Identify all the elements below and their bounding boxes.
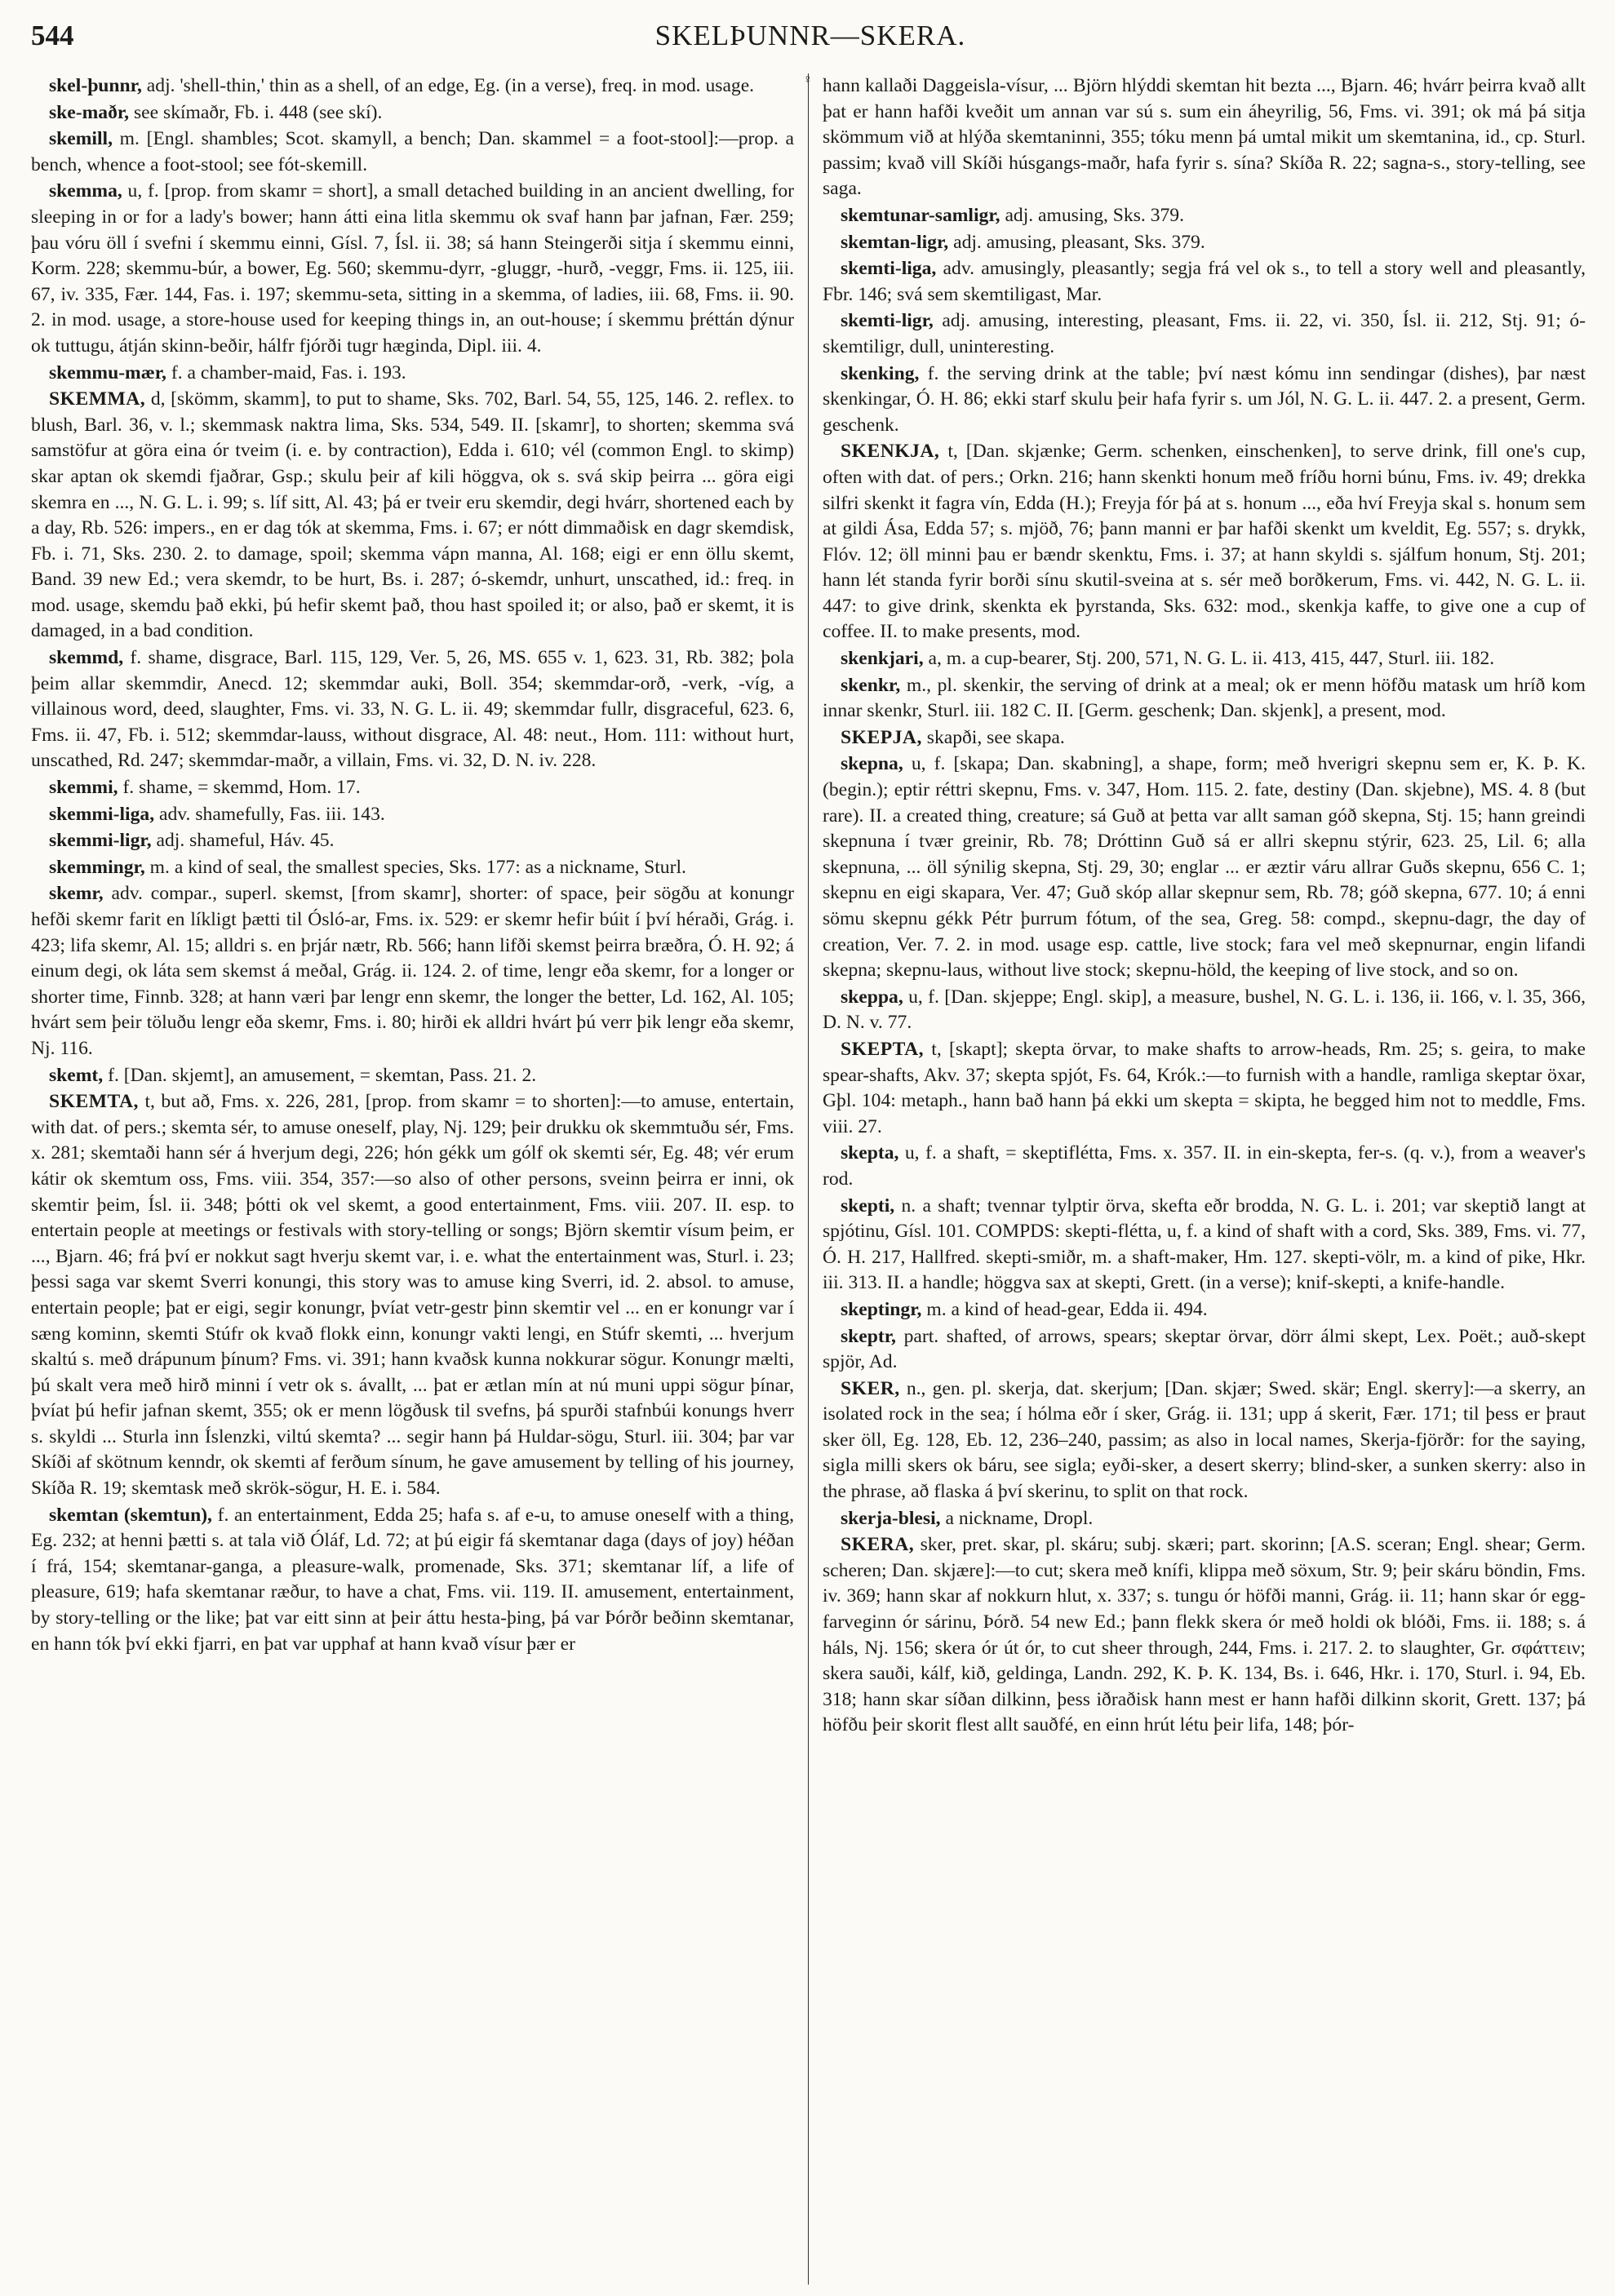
entry-definition: a nickname, Dropl. <box>945 1507 1094 1529</box>
dictionary-entry <box>823 725 1586 751</box>
entry-headword: skepna, <box>841 753 903 775</box>
entry-headword: skeptr, <box>841 1325 896 1347</box>
running-head: SKELÞUNNR—SKERA. <box>654 20 966 51</box>
dictionary-entry <box>823 751 1586 983</box>
entry-definition: adj. amusing, pleasant, Sks. 379. <box>953 231 1205 253</box>
entry-headword: SKENKJA, <box>841 441 940 463</box>
entry-headword: SKEMTA, <box>49 1091 139 1113</box>
entry-headword: skel-þunnr, <box>49 75 142 96</box>
dictionary-entry <box>823 646 1586 672</box>
entry-headword: skenkr, <box>841 674 901 696</box>
entry-headword: ske-maðr, <box>49 101 130 123</box>
dictionary-page <box>31 16 1590 2285</box>
entry-definition: f. an entertainment, Edda 25; hafa s. af e-u, to amuse oneself with a thing, Eg. 232; at henni þætti s. at tala við Óláf, Ld. 72; at þú eigir fá skemtanar daga (days of joy) héðan í frá, 154; skemtanar-ganga, a pleasure-walk, promenade, Sks. 371; skemtanar líf, a life of pleasure, 619; hafa skemtanar ræður, to have a chat, Fms. vii. 119. II. amusement, entertainment, by story-telling or the like; þat var eitt sinn at þeir áttu hesta-þing, þá var Þórðr beðinn skemtanar, en hann tók því ekki fjarri, en þat var upphaf at hann kvað vísur þær er <box>31 1504 794 1655</box>
entry-definition: m. [Engl. shambles; Scot. skamyll, a bench; Dan. skammel = a foot-stool]:—prop. a bench, whence a foot-stool; see fót-skemill. <box>31 128 794 175</box>
entry-definition: t, but að, Fms. x. 226, 281, [prop. from skamr = to shorten]:—to amuse, entertain, with dat. of pers.; skemta sér, to amuse oneself, play, Nj. 129; þeir drukku ok skemmtuðu sér, Fms. x. 281; skemtaði hann sér á hverjum degi, 226; hón gékk um gólf ok skemti sér, Eg. 48; vér erum kátir ok skemtum oss, Fms. viii. 354, 357:—so also of other persons, sveinn þeirra er inni, ok skemtir þeim, Ísl. ii. 348; þótti ok vel skemt, a good entertainment, Fms. viii. 207. II. esp. to entertain people at meetings or festivals with story-telling or songs; Björn skemtir vísum þeim, er ..., Bjarn. 46; frá því er nokkut sagt hverju skemt var, i. e. what the entertainment was, Sturl. i. 23; þessi saga var skemt Sverri konungi, this story was to amuse king Sverri, id. 2. absol. to amuse, entertain people; þat er eigi, segir konungr, þvíat vetr-gestr þinn skemtir vel ... en er konungr var í sæng kominn, skemti Stúfr ok kvað flokk einn, konungr vakti lengi, en Stúfr skemti, ... hverjum skaltú s. með drápunum þínum? Fms. vi. 391; hann kvaðsk kunna nokkurar sögur. Konungr mælti, þú skalt vera með hirð minni í vetr ok s. ávallt, ... þat er ætlan mín at nú muni uppi sögur þínar, þvíat þú hefir jafnan skemt, 355; ok er menn lögðusk til svefns, þá spurði stafnbúi konungs hverr s. skyldi ... Sturla inn Íslenzki, viltú skemta? ... segir hann þá Huldar-sögu, Sturl. iii. 304; þar var Skíði af skötnum kenndr, ok skemti af ferðum sínum, he gave amusement by telling of his journey, Skíða R. 19; skemtask með skrök-sögur, H. E. i. 584. <box>31 1091 794 1500</box>
dictionary-entry <box>823 439 1586 645</box>
entry-headword: skemmingr, <box>49 856 145 878</box>
dictionary-entry <box>31 126 794 178</box>
entry-headword: skemill, <box>49 128 113 150</box>
dictionary-entry <box>823 1297 1586 1323</box>
entry-headword: SKERA, <box>841 1534 915 1556</box>
entry-definition: n. a shaft; tvennar tylptir örva, skefta eðr brodda, N. G. L. i. 201; var skeptið langt at spjótinu, Gísl. 101. COMPDS: skepti-flétta, u, f. a kind of shaft with a cord, Sks. 389, Fms. vi. 77, Ó. H. 217, Hallfred. skepti-smiðr, m. a shaft-maker, Hm. 127. skepti-völr, m. a kind of pike, Hkr. iii. 313. II. a handle; höggva sax at skepti, Grett. (in a verse); knif-skepti, a knife-handle. <box>823 1195 1586 1294</box>
entry-definition: adj. amusing, Sks. 379. <box>1005 204 1184 226</box>
dictionary-entry <box>823 361 1586 439</box>
entry-definition: u, f. [skapa; Dan. skabning], a shape, form; með hverigri skepnu sem er, K. Þ. K. (begin.); eptir réttri skepnu, Fms. v. 347, Hom. 115. 2. fate, destiny (Dan. skjebne), MS. 4. 8 (but rare). II. a created thing, creature; sá Guð at þetta var allt saman góð skepna, Stj. 15; hann greindi skepnuna í tvær greinir, Rb. 78; Dróttinn Guð sá er allri skepnu stýrir, 623. 25, Lil. 6; alla skepnuna, ... öll sýnilig skepna, Stj. 29, 30; englar ... er æztir váru allrar Guðs skepnu, 656 C. 1; skepnu en eigi skapara, Ver. 47; Guð skóp allar skepnur sem, Rb. 78; góð skepna, 677. 10; á enni sömu skepnu gékk Pétr þurrum fótum, of the sea, Greg. 58: compd., skepnu-dagr, the day of creation, Ver. 7. 2. in mod. usage esp. cattle, live stock; fara vel með skepnurnar, engin lifandi skepna; skepnu-laus, without live stock; skepnu-höld, the keeping of live stock, and so on. <box>823 753 1586 982</box>
entry-definition: t, [Dan. skjænke; Germ. schenken, einschenken], to serve drink, fill one's cup, often with dat. of pers.; Orkn. 216; hann skenkti honum með fríðu horni búnu, Fms. iv. 49; drekka silfri skenkt it fagra vín, Edda (H.); Freyja fór þá at s. honum ..., eða hví Freyja skal s. honum sem at gildi Ása, Edda 57; s. mjöð, 76; þann manni er þar hafði skenkt um kveldit, Eg. 557; s. drykk, Flóv. 12; öll minni þau er bændr skenktu, Fms. i. 37; at hann skyldi s. sjálfum honum, Stj. 201; hann lét standa fyrir borði sínu skutil-sveina at s. sér með borðkerum, Fms. vi. 442, N. G. L. ii. 447: to give drink, skenkta ek þyrstanda, Sks. 632: mod., skenkja kaffe, to give one a cup of coffee. II. to make presents, mod. <box>823 441 1586 643</box>
columns <box>31 73 1590 2285</box>
dictionary-entry <box>31 645 794 774</box>
column-rule <box>808 73 809 2285</box>
entry-headword: skemtan (skemtun), <box>49 1504 212 1526</box>
entry-headword: skemti-ligr, <box>841 310 934 332</box>
entry-headword: SKEMMA, <box>49 388 146 410</box>
entry-definition: adv. shamefully, Fas. iii. 143. <box>159 803 385 825</box>
dictionary-entry <box>823 1506 1586 1532</box>
dictionary-entry <box>31 881 794 1062</box>
dictionary-entry <box>31 179 794 359</box>
dictionary-entry <box>823 673 1586 725</box>
entry-headword: skeptingr, <box>841 1298 922 1320</box>
dictionary-entry <box>823 203 1586 229</box>
entry-definition: part. shafted, of arrows, spears; skeptar örvar, dörr álmi skept, Lex. Poët.; auð-skept spjör, Ad. <box>823 1325 1586 1373</box>
dictionary-entry <box>31 1089 794 1502</box>
dictionary-entry <box>823 230 1586 256</box>
entry-headword: skemti-liga, <box>841 258 937 280</box>
entry-definition: u, f. [Dan. skjeppe; Engl. skip], a measure, bushel, N. G. L. i. 136, ii. 166, v. l. 35, 366, D. N. v. 77. <box>823 986 1586 1034</box>
entry-definition: n., gen. pl. skerja, dat. skerjum; [Dan. skjær; Swed. skär; Engl. skerry]:—a skerry, an isolated rock in the sea; í hólma eðr í sker, Grág. ii. 131; upp á skerit, Fær. 171; til þess er þraut sker öll, Eg. 128, Eb. 12, 236–240, passim; as also in local names, Skerja-fjörðr: for the saying, sigla milli skers ok báru, see sigla; eyði-sker, a desert skerry; blind-sker, a sunken skerry: also in the phrase, að flaska á því skerinu, to split on that rock. <box>823 1377 1586 1503</box>
dictionary-entry <box>31 100 794 126</box>
entry-definition: hann kallaði Daggeisla-vísur, ... Björn hlýddi skemtan hit bezta ..., Bjarn. 46; hvárr þeirra kvað allt þat er hann hafði kveðit um annan var sú s. sum ein áheyrilig, 56, Fms. vi. 391; ok má þá sitja skömmum við at hlýða skemtaninni, 355; tóku menn þá umtal mikit um skemtanina, id., cp. Sturl. passim; kvað vill Skíði húsgangs-maðr, hafa fyrir s. sína? Skíða R. 22; sagna-s., story-telling, see saga. <box>823 75 1586 200</box>
entry-definition: adj. shameful, Háv. 45. <box>156 830 335 852</box>
dictionary-entry <box>31 361 794 387</box>
dictionary-entry <box>823 985 1586 1036</box>
dictionary-entry <box>823 308 1586 360</box>
dictionary-entry <box>823 1376 1586 1505</box>
dictionary-entry <box>31 387 794 645</box>
dictionary-entry <box>823 1037 1586 1140</box>
entry-headword: skemt, <box>49 1064 104 1086</box>
dictionary-entry <box>823 1141 1586 1192</box>
dictionary-entry <box>31 1063 794 1089</box>
dictionary-entry <box>823 1532 1586 1739</box>
dictionary-entry <box>31 802 794 828</box>
entry-headword: SKER, <box>841 1377 900 1399</box>
entry-definition: adj. 'shell-thin,' thin as a shell, of an edge, Eg. (in a verse), freq. in mod. usage. <box>146 75 755 96</box>
entry-headword: skepti, <box>841 1195 895 1217</box>
entry-headword: skeppa, <box>841 986 903 1008</box>
entry-headword: skemmi-liga, <box>49 803 155 825</box>
page-number: 544 <box>31 20 74 51</box>
entry-headword: skepta, <box>841 1142 899 1164</box>
dictionary-entry <box>31 855 794 881</box>
entry-definition: sker, pret. skar, pl. skáru; subj. skæri; part. skorinn; [A.S. sceran; Engl. shear; Germ. scheren; Dan. skjære]:—to cut; skera með knífi, klippa með söxum, Str. 9; þeir skáru böndin, Fms. iv. 369; hann skar af nokkurn hlut, x. 337; s. tungu ór höfði manni, Grág. ii. 11; hann skar ór egg-farveginn ór sárinu, Þórð. 54 new Ed.; þann flekk skera ór með holdi ok blóði, Fms. ii. 188; s. á háls, Nj. 156; skera ór út ór, to cut sheer through, 244, Fms. i. 217. 2. to slaughter, Gr. σφάττειν; skera sauði, kálf, kið, geldinga, Landn. 292, K. Þ. K. 134, Bs. i. 646, Hkr. i. 170, Sturl. i. 94, Eb. 318; hann skar síðan dilkinn, þess iðraðisk hann mest er hann hafði dilkinn skorit, Grett. 137; þá höfðu þeir skorit flest allt sauðfé, en einn hrút létu þeir lifa, 148; þór- <box>823 1534 1586 1736</box>
entry-definition: f. the serving drink at the table; því næst kómu inn sendingar (dishes), þar næst skenkingar, Ó. H. 86; ekki starf skulu þeir hafa fyrir s. um Jól, N. G. L. ii. 447. 2. a present, Germ. geschenk. <box>823 362 1586 436</box>
entry-definition: adv. amusingly, pleasantly; segja frá vel ok s., to tell a story well and pleasantly, Fbr. 146; svá sem skemtiligast, Mar. <box>823 258 1586 305</box>
entry-definition: adj. amusing, interesting, pleasant, Fms. ii. 22, vi. 350, Ísl. ii. 212, Stj. 91; ó-skemtiligr, dull, uninteresting. <box>823 310 1586 357</box>
entry-definition: f. shame, = skemmd, Hom. 17. <box>122 777 361 799</box>
entry-definition: adv. compar., superl. skemst, [from skamr], shorter: of space, þeir sögðu at konungr hefði skemr farit en líkligt þætti til Ósló-ar, Fms. ix. 529: er skemr hefir búit í því héraði, Grág. i. 423; lifa skemr, Al. 15; alldri s. en þrjár nætr, Rb. 566; hann lifði skemst þeirra bræðra, Ó. H. 92; á einum degi, ok láta sem skemst á meðal, Grág. ii. 124. 2. of time, lengr eða skemr, for a longer or shorter time, Finnb. 328; at hann væri þar lengr enn skemr, the longer the better, Ld. 162, Al. 105; hvárt sem þeir töluðu lengr eða skemr, Fms. i. 80; hirði ek alldri hvárt þú verr þik lengr eða skemr, Nj. 116. <box>31 883 794 1059</box>
right-column <box>823 73 1586 2285</box>
column-rule-ornament: ♀ <box>803 73 813 86</box>
entry-headword: skenking, <box>841 362 920 384</box>
entry-definition: d, [skömm, skamm], to put to shame, Sks. 702, Barl. 54, 55, 125, 146. 2. reflex. to blush, Barl. 36, v. l.; skemmask naktra lima, Sks. 534, 549. II. [skamr], to shorten; skemma svá samstöfur at göra eina ór tveim (i. e. by contraction), Edda i. 610; vél (common Engl. to skimp) skar aptan ok skemdi fjaðrar, Gsp.; skulu þeir af kili höggva, ok s. svá skip þeirra ... göra eigi skemra en ..., N. G. L. i. 99; s. líf sitt, Al. 43; þá er tveir eru skemdir, degi hvárr, shortened each by a day, Rb. 526: impers., en er dag tók at skemma, Fms. i. 67; er nótt dimmaðisk en dagr skemdisk, Fb. i. 71, Sks. 230. 2. to damage, spoil; skemma vápn manna, Al. 168; eigi er enn öllu skemt, Band. 39 new Ed.; vera skemdr, to be hurt, Bs. i. 287; ó-skemdr, unhurt, unscathed, id.: freq. in mod. usage, skemdu það ekki, þú hefir skemt það, thou hast spoiled it; or also, það er skemt, it is damaged, in a bad condition. <box>31 388 794 642</box>
entry-headword: skemma, <box>49 180 122 202</box>
entry-headword: skemtan-ligr, <box>841 231 949 253</box>
page-header <box>31 16 1590 67</box>
entry-headword: skemr, <box>49 883 104 905</box>
entry-definition: u, f. a shaft, = skeptiflétta, Fms. x. 357. II. in ein-skepta, fer-s. (q. v.), from a weaver's rod. <box>823 1142 1586 1190</box>
entry-headword: skemmi-ligr, <box>49 830 152 852</box>
entry-definition: u, f. [prop. from skamr = short], a small detached building in an ancient dwelling, for sleeping in or for a lady's bower; hann átti eina litla skemmu ok svaf hann þar jafnan, Fær. 259; þau vóru öll í svefni í skemmu einni, Gísl. 7, Ísl. ii. 38; sá hann Steingerði sitja í skemmu einni, Korm. 228; skemmu-búr, a bower, Eg. 560; skemmu-dyrr, -gluggr, -hurð, -veggr, Fms. ii. 125, iii. 67, iv. 335, Fær. 144, Fas. i. 197; skemmu-seta, sitting in a skemma, of ladies, iii. 68, Fms. ii. 90. 2. in mod. usage, a store-house used for keeping things in, an out-house; í skemmu þréttán dýnur ok tuttugu, átján skinn-beðir, hálfr fjórði tugr hæginda, Dipl. iii. 4. <box>31 180 794 357</box>
dictionary-entry <box>823 1194 1586 1296</box>
entry-headword: skemmi, <box>49 777 118 799</box>
entry-definition: f. [Dan. skjemt], an amusement, = skemtan, Pass. 21. 2. <box>108 1064 537 1086</box>
entry-definition: f. shame, disgrace, Barl. 115, 129, Ver. 5, 26, MS. 655 v. 1, 623. 31, Rb. 382; þola þeim allar skemmdir, Anecd. 12; skemmdar auki, Boll. 354; skemmdar-orð, -verk, -víg, a villainous word, deed, slaughter, Fms. vi. 33, N. G. L. ii. 49; skemmdar fullr, disgraceful, 623. 6, Fms. ii. 47, Fb. i. 512; skemmdar-lauss, without disgrace, Al. 48: neut., Hom. 111: without hurt, unscathed, Rd. 247; skemmdar-maðr, a villain, Fms. vi. 32, D. N. iv. 228. <box>31 647 794 772</box>
entry-headword: SKEPJA, <box>841 726 922 748</box>
entry-definition: m. a kind of head-gear, Edda ii. 494. <box>926 1298 1208 1320</box>
entry-definition: a, m. a cup-bearer, Stj. 200, 571, N. G. L. ii. 413, 415, 447, Sturl. iii. 182. <box>928 648 1495 670</box>
dictionary-entry <box>31 73 794 100</box>
dictionary-entry <box>31 775 794 801</box>
entry-headword: skemmu-mær, <box>49 361 166 383</box>
entry-definition: f. a chamber-maid, Fas. i. 193. <box>171 361 406 383</box>
entry-headword: SKEPTA, <box>841 1038 925 1060</box>
entry-headword: skemtunar-samligr, <box>841 204 1001 226</box>
dictionary-entry <box>31 828 794 854</box>
dictionary-entry <box>823 73 1586 202</box>
entry-headword: skerja-blesi, <box>841 1507 941 1529</box>
dictionary-entry <box>31 1503 794 1658</box>
entry-headword: skenkjari, <box>841 648 924 670</box>
entry-headword: skemmd, <box>49 647 124 669</box>
left-column <box>31 73 794 2285</box>
entry-definition: m., pl. skenkir, the serving of drink at a meal; ok er menn höfðu matask um hríð kom innar skenkr, Sturl. iii. 182 C. II. [Germ. geschenk; Dan. skjenk], a present, mod. <box>823 674 1586 722</box>
entry-definition: skapði, see skapa. <box>926 726 1065 748</box>
dictionary-entry <box>823 1324 1586 1376</box>
dictionary-entry <box>823 256 1586 308</box>
entry-definition: t, [skapt]; skepta örvar, to make shafts to arrow-heads, Rm. 25; s. geira, to make spear-shafts, Akv. 37; skepta spjót, Fs. 64, Krók.:—to furnish with a handle, ramliga skeptar öxar, Gþl. 104: metaph., hann bað hann þá ekki um skepta = skipta, he begged him not to meddle, Fms. viii. 27. <box>823 1038 1586 1137</box>
entry-definition: see skímaðr, Fb. i. 448 (see skí). <box>134 101 383 123</box>
entry-definition: m. a kind of seal, the smallest species, Sks. 177: as a nickname, Sturl. <box>149 856 686 878</box>
